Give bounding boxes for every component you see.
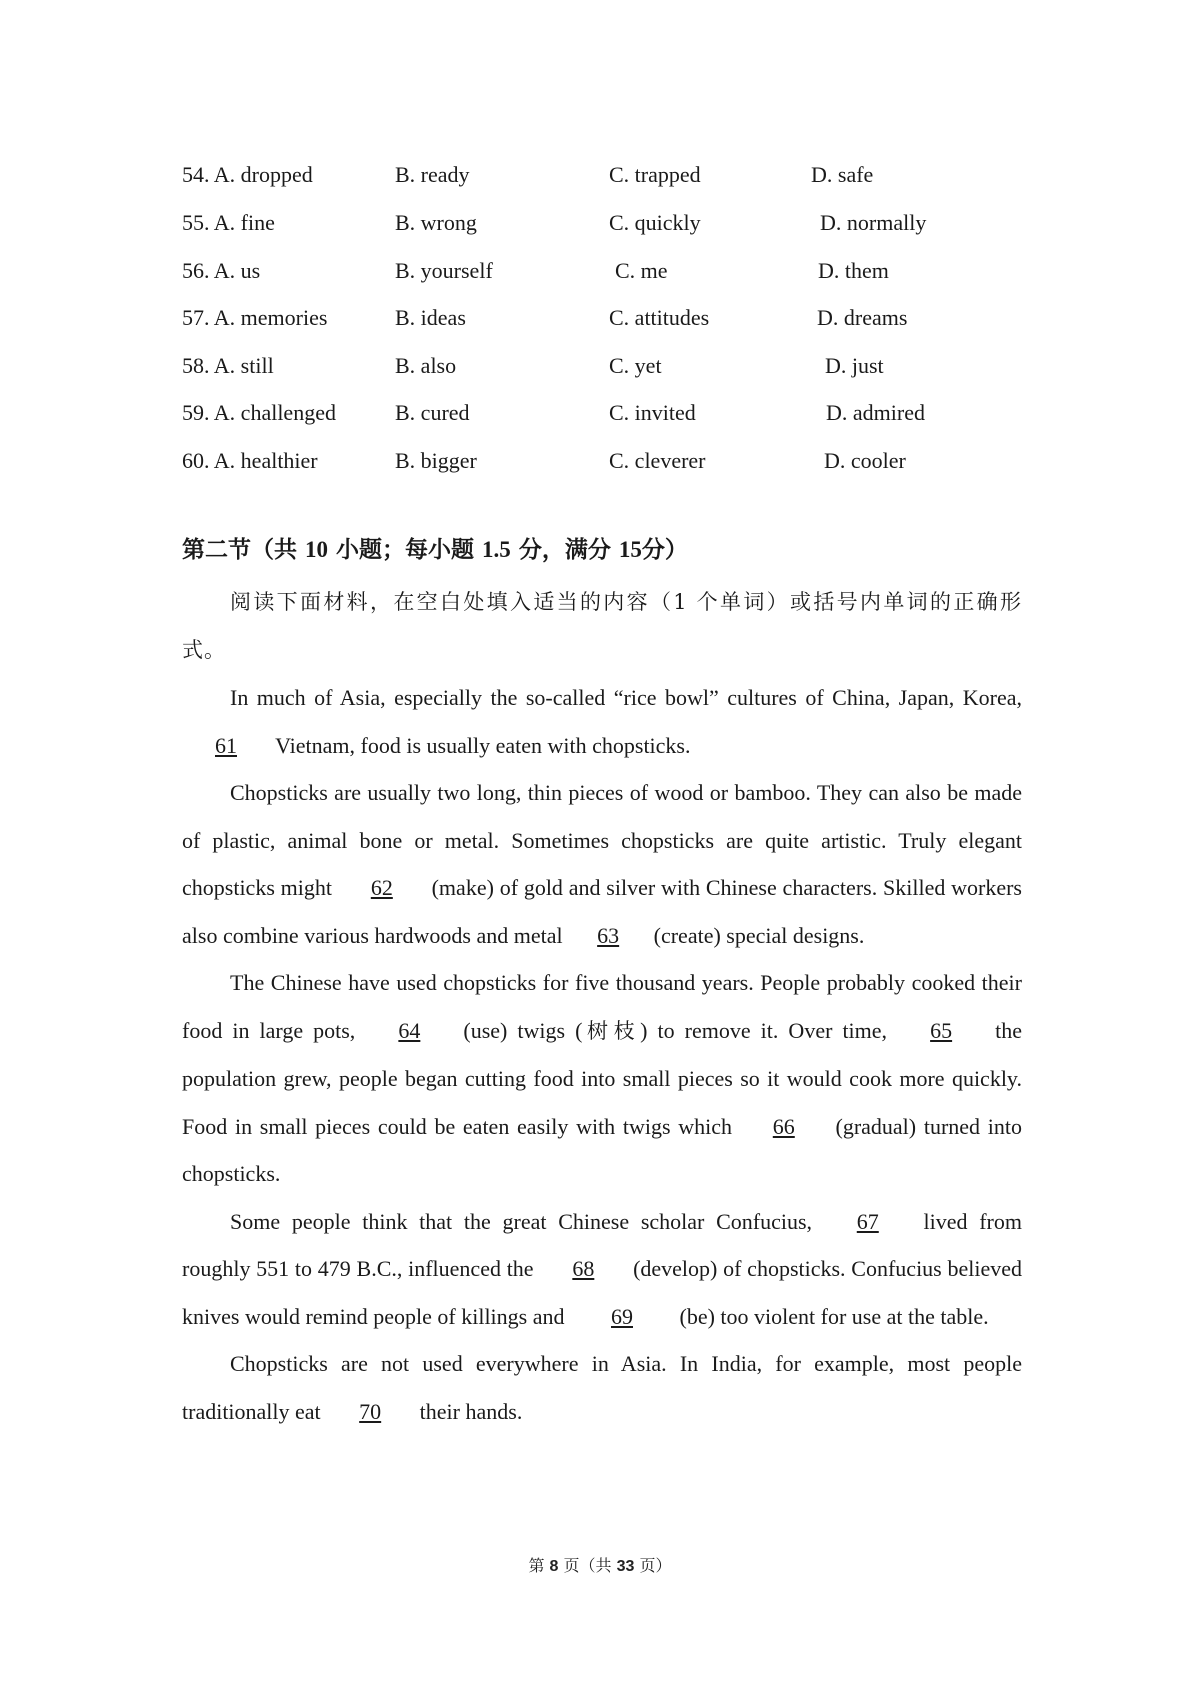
option-b: B. cured [395, 400, 470, 425]
blank-66: 66 [772, 1113, 795, 1139]
blank-68: 68 [572, 1256, 595, 1281]
blank-63: 63 [597, 922, 620, 948]
footer-text: 第 [528, 1556, 545, 1575]
paragraph-text: (gradual) turned into chopsticks. [182, 1113, 1022, 1186]
footer-text: 页） [639, 1556, 672, 1575]
option-d: D. admired [826, 400, 925, 425]
paragraph-text: (develop) of chopsticks. Confucius believed knives would remind people of killings and [182, 1256, 1023, 1329]
page-footer [0, 1554, 1200, 1579]
paragraph-text: the population grew, people began cutting food into small pieces so it would cook more quickly. Food in small pieces could be eaten easily with twigs which [182, 1017, 1023, 1139]
option-b: B. ready [395, 162, 470, 187]
points-total: 15 [618, 537, 642, 562]
option-b: B. yourself [395, 258, 493, 283]
paragraph-text: (create) special designs. [653, 922, 865, 948]
footer-text: 页（共 [563, 1556, 612, 1575]
question-row [0, 160, 1200, 190]
option-b: B. also [395, 353, 457, 378]
instruction-text: 阅读下面材料，在空白处填入适当的内容（1 个单词）或括号内单词的正确形式。 [182, 590, 1022, 662]
option-b: B. ideas [395, 305, 466, 330]
blank-70: 70 [359, 1398, 382, 1424]
paragraph-text: Vietnam, food is usually eaten with chopsticks. [275, 732, 691, 758]
option-d: D. dreams [817, 305, 908, 330]
option-d: D. cooler [824, 448, 906, 473]
question-row [0, 351, 1200, 381]
blank-65: 65 [930, 1017, 953, 1043]
section-heading-mid2: 分，满分 [518, 536, 611, 563]
paragraph-text: ) to remove it. Over time, [640, 1017, 888, 1043]
question-count: 10 [305, 537, 329, 562]
option-c: C. yet [609, 353, 662, 378]
blank-69: 69 [611, 1303, 633, 1329]
paragraph-5 [182, 1340, 1022, 1435]
question-row [0, 256, 1200, 286]
option-c: C. cleverer [609, 448, 706, 473]
option-d: D. just [825, 353, 884, 378]
paragraph-4 [182, 1198, 1022, 1341]
paragraph-text: In much of Asia, especially the so-called “rice bowl” cultures of China, Japan, Korea, [230, 685, 1022, 710]
question-row [0, 303, 1200, 333]
paragraph-2 [182, 769, 1022, 959]
chinese-gloss: 树枝 [582, 1018, 641, 1043]
option-d: D. them [818, 258, 889, 283]
option-c: C. me [615, 258, 668, 283]
page-number: 8 [549, 1558, 559, 1575]
paragraph-text: (make) of gold and silver with Chinese characters. Skilled workers also combine various hardwoods and metal [182, 875, 1022, 948]
blank-64: 64 [398, 1017, 421, 1043]
option-b: B. wrong [395, 210, 477, 235]
paragraph-1 [182, 674, 1022, 769]
option-c: C. invited [609, 400, 696, 425]
option-b: B. bigger [395, 448, 477, 473]
option-c: C. quickly [609, 210, 701, 235]
paragraph-text: Chopsticks are not used everywhere in Asia. In India, for example, most people traditionally eat [182, 1351, 1022, 1424]
paragraph-text: their hands. [419, 1398, 523, 1424]
paragraph-text: lived from roughly 551 to 479 B.C., influenced the [182, 1208, 1022, 1281]
page-total: 33 [616, 1558, 635, 1575]
reading-passage [182, 579, 1022, 1435]
blank-67: 67 [856, 1208, 879, 1234]
paragraph-text: The Chinese have used chopsticks for five thousand years. People probably cooked their food in large pots, [182, 970, 1022, 1043]
option-d: D. normally [820, 210, 927, 235]
option-c: C. attitudes [609, 305, 710, 330]
section-heading-suffix: 分） [641, 536, 688, 563]
paragraph-text: Some people think that the great Chinese scholar Confucius, [230, 1208, 813, 1234]
points-each: 1.5 [482, 537, 511, 562]
paragraph-text: Chopsticks are usually two long, thin pieces of wood or bamboo. They can also be made of plastic, animal bone or metal. Sometimes chopsticks are quite artistic. Truly elegant chopsticks might [182, 780, 1022, 900]
option-a: 54. A. dropped [182, 162, 313, 187]
option-a: 60. A. healthier [182, 448, 318, 473]
paragraph-text: (use) twigs ( [463, 1017, 583, 1043]
section-heading-prefix: 第二节（共 [182, 536, 297, 563]
paragraph-3 [182, 959, 1022, 1198]
option-a: 55. A. fine [182, 210, 275, 235]
question-row [0, 398, 1200, 428]
paragraph-text: (be) too violent for use at the table. [679, 1303, 989, 1329]
option-a: 59. A. challenged [182, 400, 336, 425]
option-a: 56. A. us [182, 258, 261, 283]
blank-61: 61 [215, 732, 237, 758]
option-a: 57. A. memories [182, 305, 328, 330]
question-row [0, 446, 1200, 476]
option-c: C. trapped [609, 162, 701, 187]
question-row [0, 208, 1200, 238]
option-d: D. safe [811, 162, 874, 187]
blank-62: 62 [370, 875, 393, 900]
section-heading [182, 534, 688, 566]
option-a: 58. A. still [182, 353, 274, 378]
section-heading-mid1: 小题；每小题 [336, 536, 475, 563]
